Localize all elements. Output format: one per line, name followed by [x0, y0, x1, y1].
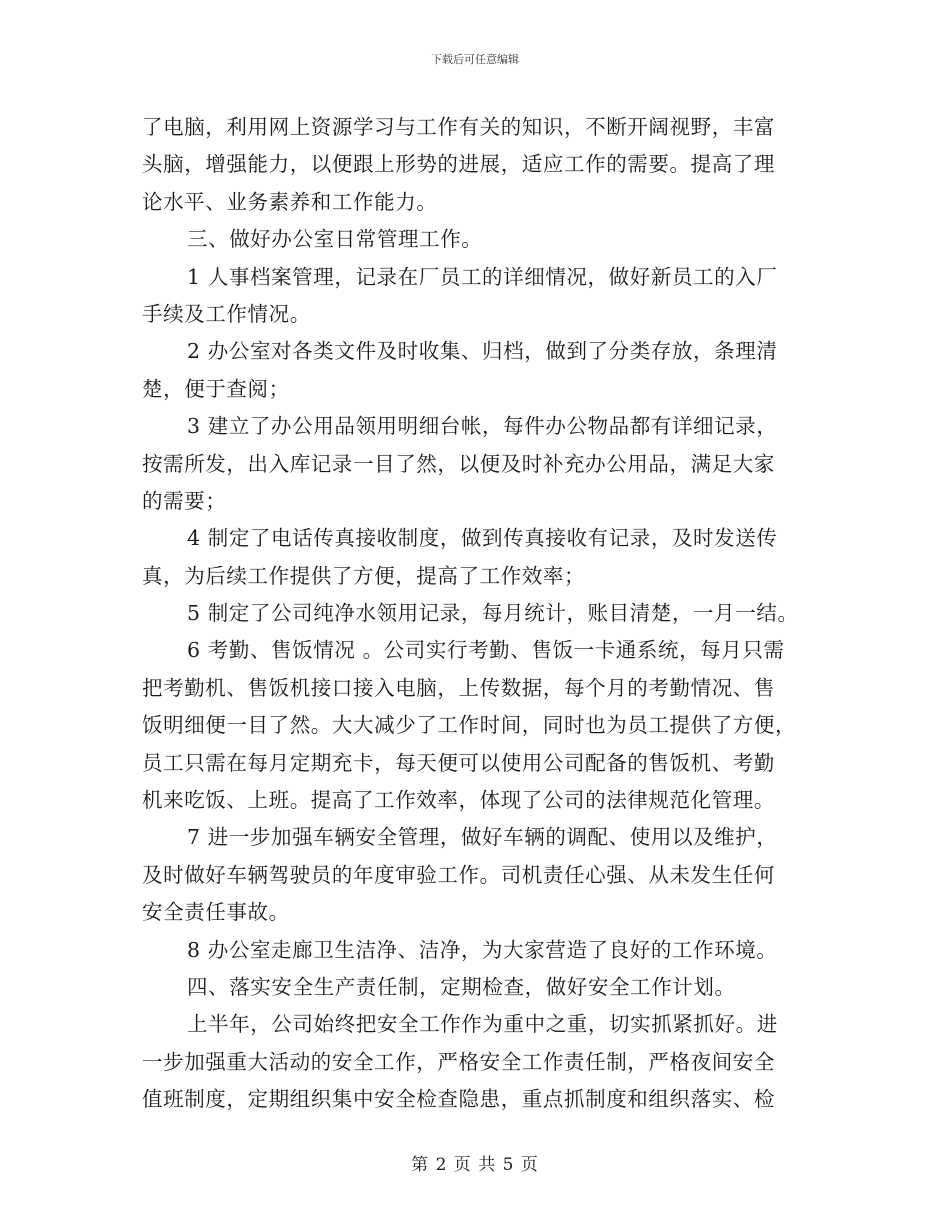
text-line-5: 1 人事档案管理，记录在厂员工的详细情况，做好新员工的入厂 — [187, 264, 778, 289]
text-line-1: 了电脑，利用网上资源学习与工作有关的知识，不断开阔视野，丰富 — [142, 115, 775, 139]
text-line-26: 一步加强重大活动的安全工作，严格安全工作责任制，严格夜间安全 — [142, 1049, 775, 1074]
text-line-13: 真，为后续工作提供了方便，提高了工作效率； — [142, 563, 586, 588]
text-line-10: 按需所发，出入库记录一目了然，以便及时补充办公用品，满足大家 — [142, 451, 775, 476]
text-line-22: 安全责任事故。 — [142, 900, 290, 925]
text-line-20: 7 进一步加强车辆安全管理，做好车辆的调配、使用以及维护， — [187, 825, 778, 850]
text-line-25: 上半年，公司始终把安全工作作为重中之重，切实抓紧抓好。进 — [187, 1012, 778, 1037]
text-line-2: 头脑，增强能力，以便跟上形势的进展，适应工作的需要。提高了理 — [142, 152, 775, 177]
text-line-18: 员工只需在每月定期充卡，每天便可以使用公司配备的售饭机、考勤 — [142, 750, 775, 775]
section-heading-3: 三、做好办公室日常管理工作。 — [187, 227, 483, 252]
text-line-6: 手续及工作情况。 — [142, 301, 311, 326]
text-line-23: 8 办公室走廊卫生洁净、洁净，为大家营造了良好的工作环境。 — [187, 937, 778, 962]
page-header-note: 下载后可任意编辑 — [431, 53, 519, 66]
text-line-19: 机来吃饭、上班。提高了工作效率，体现了公司的法律规范化管理。 — [142, 788, 775, 813]
text-line-12: 4 制定了电话传真接收制度，做到传真接收有记录，及时发送传 — [187, 526, 778, 551]
text-line-8: 楚，便于查阅； — [142, 376, 290, 401]
text-line-27: 值班制度，定期组织集中安全检查隐患，重点抓制度和组织落实、检 — [142, 1087, 775, 1112]
section-heading-4: 四、落实安全生产责任制，定期检查，做好安全工作计划。 — [187, 974, 736, 999]
document-body — [142, 109, 812, 1119]
text-line-11: 的需要； — [142, 488, 227, 513]
text-line-9: 3 建立了办公用品领用明细台帐，每件办公物品都有详细记录， — [187, 414, 778, 439]
text-line-15: 6 考勤、售饭情况 。公司实行考勤、售饭一卡通系统，每月只需 — [187, 638, 785, 663]
text-line-17: 饭明细便一目了然。大大减少了工作时间，同时也为员工提供了方便， — [142, 713, 797, 738]
text-line-14: 5 制定了公司纯净水领用记录，每月统计，账目清楚，一月一结。 — [187, 601, 799, 626]
text-line-21: 及时做好车辆驾驶员的年度审验工作。司机责任心强、从未发生任何 — [142, 862, 775, 887]
page-number-footer: 第 2 页 共 5 页 — [411, 1155, 539, 1175]
text-line-7: 2 办公室对各类文件及时收集、归档，做到了分类存放，条理清 — [187, 339, 778, 364]
text-line-3: 论水平、业务素养和工作能力。 — [142, 189, 438, 214]
text-line-16: 把考勤机、售饭机接口接入电脑，上传数据，每个月的考勤情况、售 — [142, 675, 775, 700]
